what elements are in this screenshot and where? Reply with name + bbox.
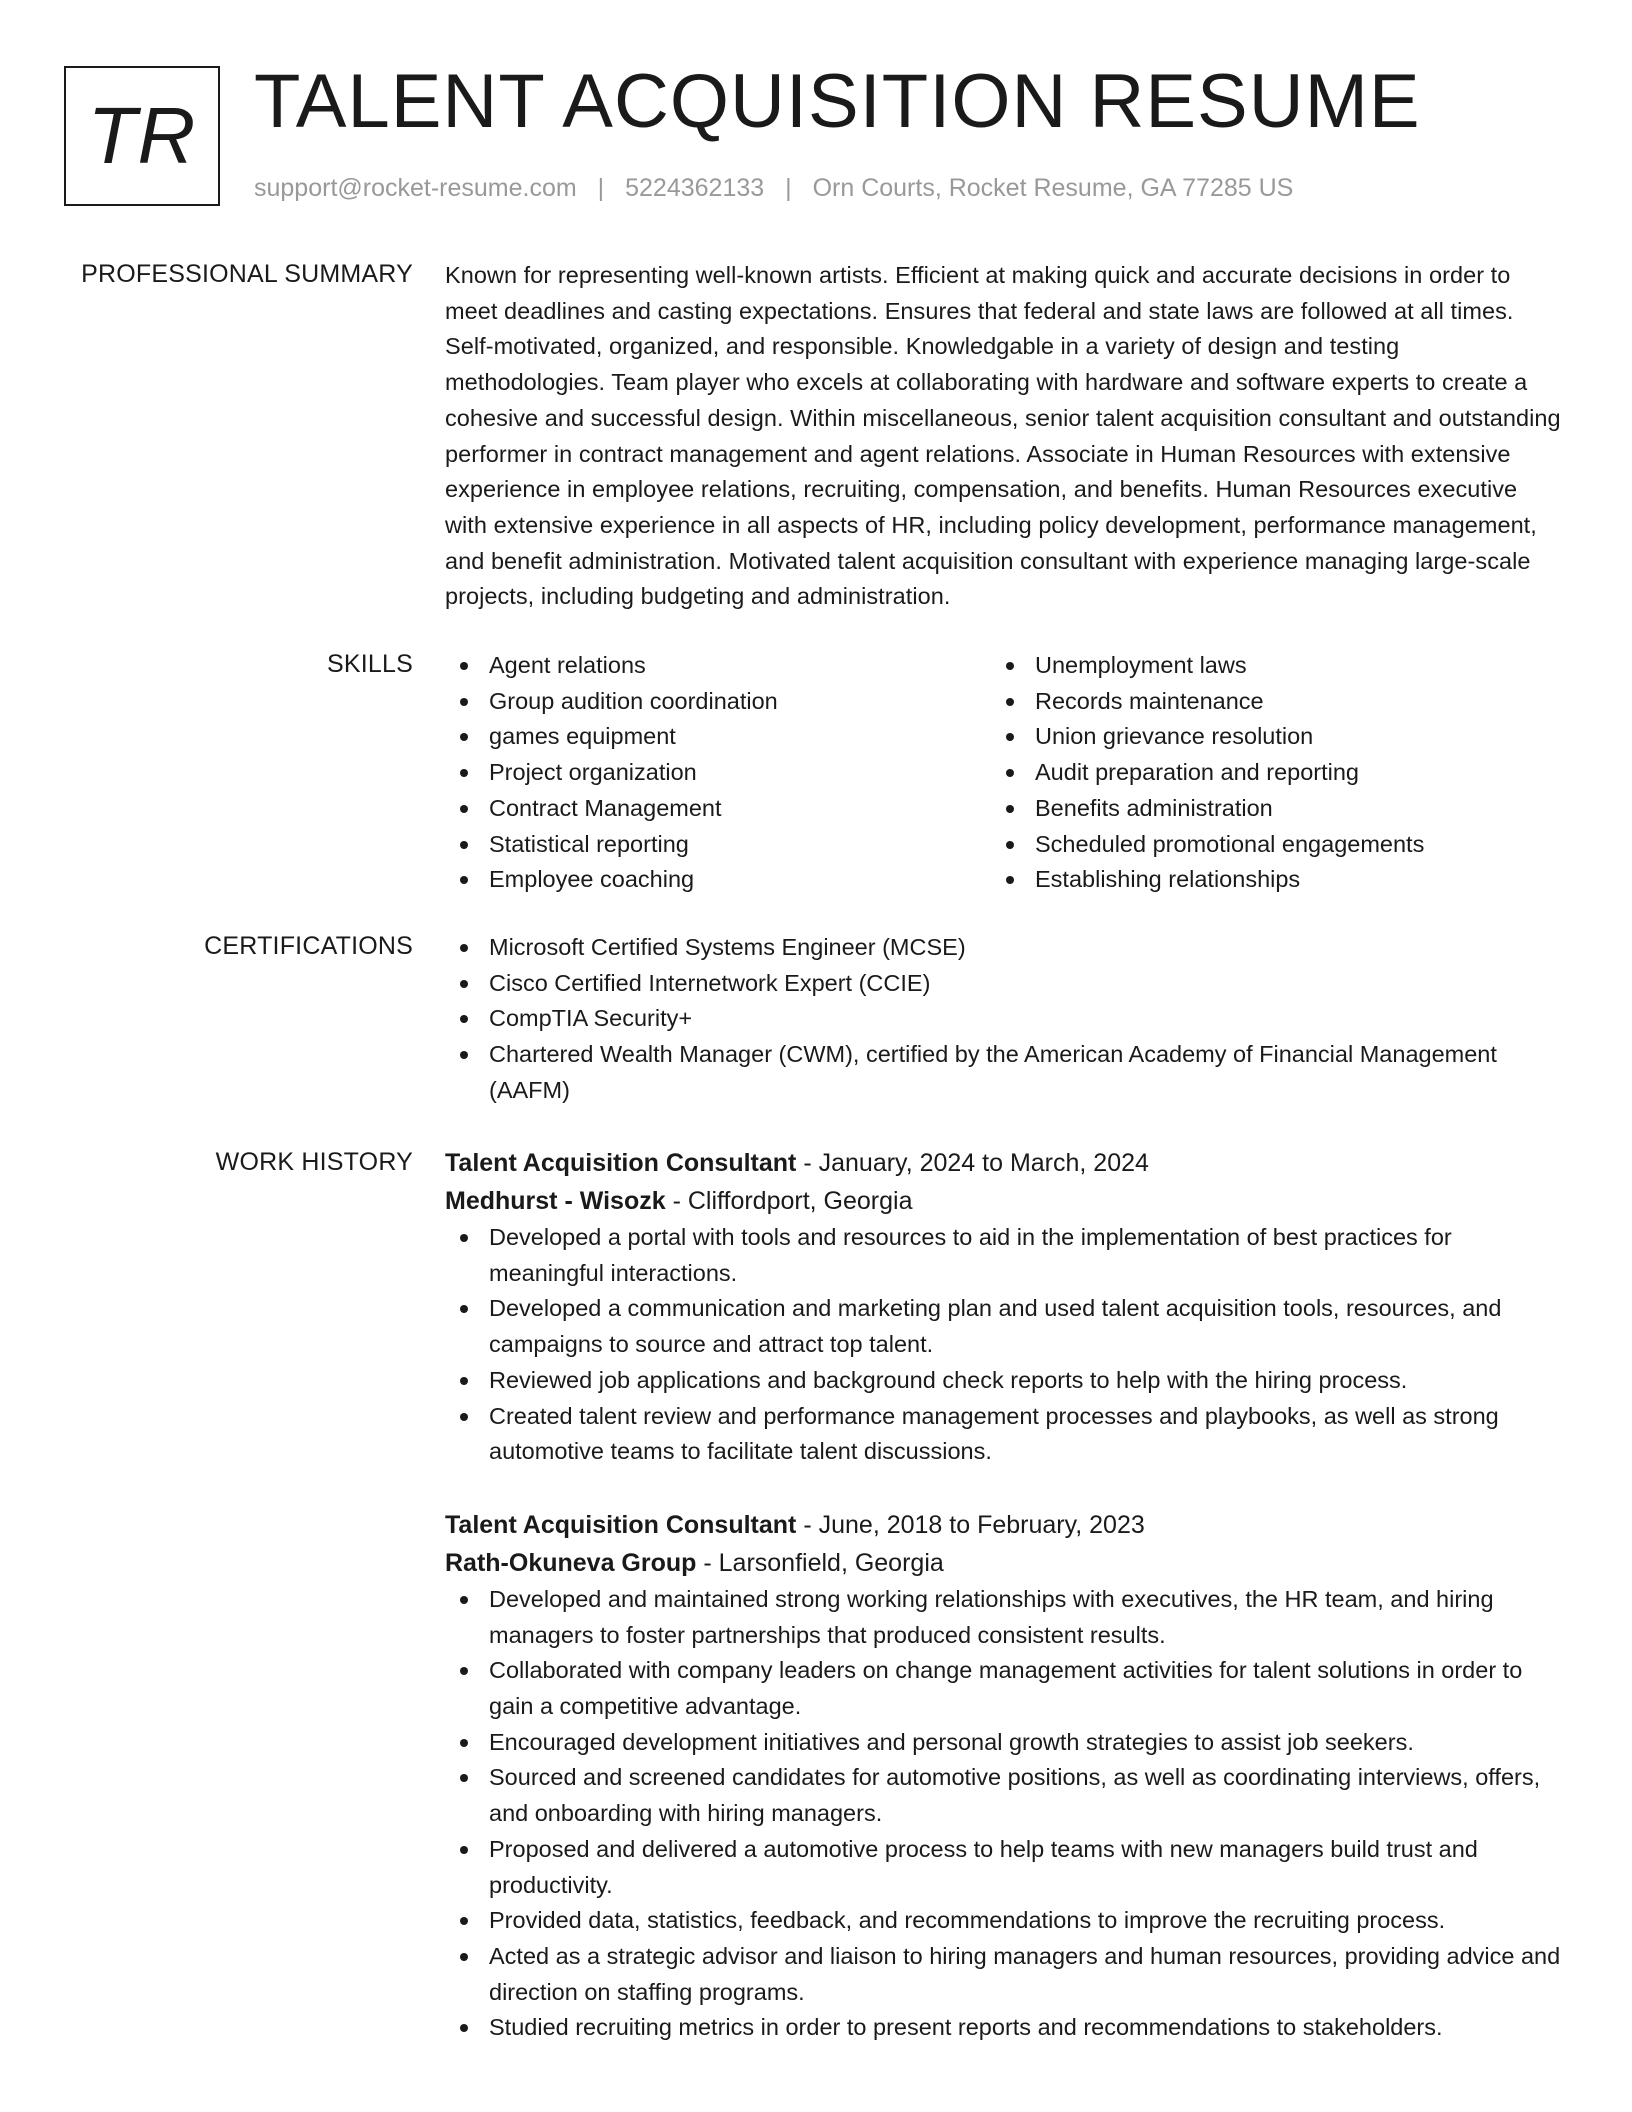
certification-item: Microsoft Certified Systems Engineer (MCSE) xyxy=(445,930,1565,966)
contact-address: Orn Courts, Rocket Resume, GA 77285 US xyxy=(812,174,1294,202)
skill-item: Records maintenance xyxy=(991,684,1551,720)
skills-column-right xyxy=(991,648,1551,898)
job-role: Talent Acquisition Consultant xyxy=(445,1149,797,1177)
job-duty: Developed and maintained strong working relationships with executives, the HR team, and hiring managers to foster partnerships that produced consistent results. xyxy=(445,1582,1565,1653)
job-duty: Collaborated with company leaders on change management activities for talent solutions in order to gain a competitive advantage. xyxy=(445,1653,1565,1724)
skills-heading: SKILLS xyxy=(327,650,413,678)
job-company: Medhurst - Wisozk xyxy=(445,1187,666,1215)
certifications-body xyxy=(445,930,1565,1109)
skill-item: Project organization xyxy=(445,755,991,791)
work-history-heading: WORK HISTORY xyxy=(215,1148,413,1176)
contact-line xyxy=(254,174,1293,203)
certifications-list xyxy=(445,930,1565,1109)
job-location: - Larsonfield, Georgia xyxy=(696,1548,944,1577)
job-duties-list xyxy=(445,1220,1565,1470)
job-duty: Provided data, statistics, feedback, and recommendations to improve the recruiting process. xyxy=(445,1903,1565,1939)
job-role: Talent Acquisition Consultant xyxy=(445,1510,797,1539)
certification-item: Chartered Wealth Manager (CWM), certified by the American Academy of Financial Management (AAFM) xyxy=(445,1037,1565,1108)
skills-column-left xyxy=(445,648,991,898)
skill-item: Contract Management xyxy=(445,791,991,827)
resume-header xyxy=(64,59,1564,214)
job-entry xyxy=(445,1506,1565,2046)
job-company-line xyxy=(445,1544,1565,1582)
job-duty: Acted as a strategic advisor and liaison to hiring managers and human resources, providing advice and direction on staffing programs. xyxy=(445,1939,1565,2010)
job-title-line xyxy=(445,1506,1565,1544)
certification-item: Cisco Certified Internetwork Expert (CCIE) xyxy=(445,966,1565,1002)
job-duty: Encouraged development initiatives and personal growth strategies to assist job seekers. xyxy=(445,1725,1565,1761)
monogram-logo: TR xyxy=(64,66,220,206)
job-duty: Created talent review and performance management processes and playbooks, as well as strong automotive teams to facilitate talent discussions. xyxy=(445,1399,1565,1470)
resume-title: TALENT ACQUISITION RESUME xyxy=(254,59,1421,144)
job-spacer xyxy=(445,1470,1565,1506)
skill-item: Agent relations xyxy=(445,648,991,684)
skills-list xyxy=(445,648,1565,898)
skill-item: Scheduled promotional engagements xyxy=(991,827,1551,863)
certifications-heading: CERTIFICATIONS xyxy=(204,932,413,960)
skill-item: games equipment xyxy=(445,719,991,755)
job-company-line xyxy=(445,1182,1565,1220)
job-duties-list xyxy=(445,1582,1565,2046)
skill-item: Statistical reporting xyxy=(445,827,991,863)
job-location: - Cliffordport, Georgia xyxy=(665,1187,913,1215)
job-duty: Developed a communication and marketing plan and used talent acquisition tools, resources, and campaigns to source and attract top talent. xyxy=(445,1291,1565,1362)
skill-item: Establishing relationships xyxy=(991,862,1551,898)
contact-separator: | xyxy=(785,174,792,202)
skill-item: Group audition coordination xyxy=(445,684,991,720)
summary-heading: PROFESSIONAL SUMMARY xyxy=(81,260,413,288)
job-title-line xyxy=(445,1144,1565,1182)
job-duty: Studied recruiting metrics in order to present reports and recommendations to stakeholders. xyxy=(445,2010,1565,2046)
job-duty: Developed a portal with tools and resources to aid in the implementation of best practices for meaningful interactions. xyxy=(445,1220,1565,1291)
certification-item: CompTIA Security+ xyxy=(445,1001,1565,1037)
contact-phone: 5224362133 xyxy=(625,174,765,202)
summary-text: Known for representing well-known artists. Efficient at making quick and accurate decisions in order to meet deadlines and casting expectations. Ensures that federal and state laws are followed at all times. Self-motivated, organized, and responsible. Knowledgable in a variety of design and testing methodologies. Team player who excels at collaborating with hardware and software experts to create a cohesive and successful design. Within miscellaneous, senior talent acquisition consultant and outstanding performer in contract management and agent relations. Associate in Human Resources with extensive experience in employee relations, recruiting, compensation, and benefits. Human Resources executive with extensive experience in all aspects of HR, including policy development, performance management, and benefit administration. Motivated talent acquisition consultant with experience managing large-scale projects, including budgeting and administration. xyxy=(445,262,1561,610)
contact-separator: | xyxy=(597,174,605,202)
job-duty: Proposed and delivered a automotive process to help teams with new managers build trust and productivity. xyxy=(445,1832,1565,1903)
skill-item: Employee coaching xyxy=(445,862,991,898)
job-duty: Sourced and screened candidates for automotive positions, as well as coordinating interviews, offers, and onboarding with hiring managers. xyxy=(445,1760,1565,1831)
job-dates: - June, 2018 to February, 2023 xyxy=(796,1510,1145,1539)
skill-item: Unemployment laws xyxy=(991,648,1551,684)
skill-item: Audit preparation and reporting xyxy=(991,755,1551,791)
job-company: Rath-Okuneva Group xyxy=(445,1548,697,1577)
job-duty: Reviewed job applications and background check reports to help with the hiring process. xyxy=(445,1363,1565,1399)
skill-item: Union grievance resolution xyxy=(991,719,1551,755)
job-dates: - January, 2024 to March, 2024 xyxy=(796,1149,1149,1177)
work-history-body xyxy=(445,1144,1565,2046)
summary-body xyxy=(445,258,1565,615)
skill-item: Benefits administration xyxy=(991,791,1551,827)
contact-email: support@rocket-resume.com xyxy=(254,174,577,202)
job-entry xyxy=(445,1144,1565,1470)
